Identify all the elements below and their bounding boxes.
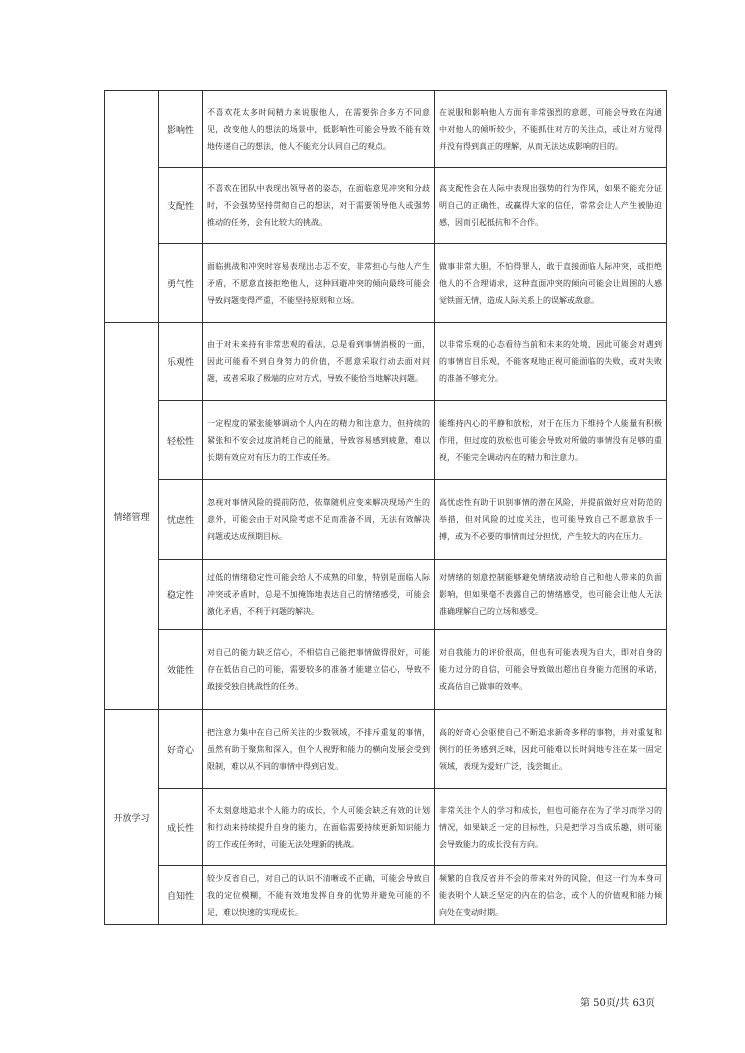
dimension-label: 乐观性 bbox=[159, 323, 203, 401]
dimension-label: 支配性 bbox=[159, 168, 203, 244]
table-row bbox=[105, 401, 667, 480]
high-score-description: 做事非常大胆，不怕得罪人，敢于直接面临人际冲突，或拒绝他人的不合理请求，这种直面冲突的倾向可能会让周围的人感觉铁面无情，造成人际关系上的误解或敌意。 bbox=[435, 244, 667, 323]
dimension-label: 自知性 bbox=[159, 866, 203, 925]
category-cell: 情绪管理 bbox=[105, 323, 159, 710]
dimension-label: 稳定性 bbox=[159, 560, 203, 630]
high-score-description: 非常关注个人的学习和成长，但也可能存在为了学习而学习的情况，如果缺乏一定的目标性，只是把学习当成乐趣，则可能会导致能力的成长没有方向。 bbox=[435, 789, 667, 866]
high-score-description: 高的好奇心会驱使自己不断追求新奇多样的事物，并对重复和例行的任务感到乏味，因此可能难以长时间地专注在某一固定领域，表现为爱好广泛，浅尝辄止。 bbox=[435, 710, 667, 789]
low-score-description: 对自己的能力缺乏信心，不相信自己能把事情做得很好，可能存在低估自己的可能，需要较多的准备才能建立信心，导致不敢接受独自挑战性的任务。 bbox=[203, 630, 435, 710]
table-row bbox=[105, 91, 667, 168]
high-score-description: 高忧虑性有助于识别事情的潜在风险，并提前做好应对防范的举措，但对风险的过度关注，也可能导致自己不愿意放手一搏，或为不必要的事情而过分担忧，产生较大的内在压力。 bbox=[435, 480, 667, 560]
category-cell: 开放学习 bbox=[105, 710, 159, 925]
table-row bbox=[105, 866, 667, 925]
high-score-description: 能维持内心的平静和放松，对于在压力下维持个人能量有积极作用，但过度的放松也可能会导致对所做的事情没有足够的重视，不能完全调动内在的精力和注意力。 bbox=[435, 401, 667, 480]
low-score-description: 过低的情绪稳定性可能会给人不成熟的印象，特别是面临人际冲突或矛盾时，总是不加掩饰地表达自己的情绪感受，可能会激化矛盾，不利于问题的解决。 bbox=[203, 560, 435, 630]
page-number: 第 50页/共 63页 bbox=[580, 998, 656, 1009]
dimension-label: 忧虑性 bbox=[159, 480, 203, 560]
high-score-description: 对情绪的刻意控制能够避免情绪波动给自己和他人带来的负面影响，但如果毫不表露自己的情绪感受，也可能会让他人无法准确理解自己的立场和感受。 bbox=[435, 560, 667, 630]
low-score-description: 不喜欢花太多时间精力来说服他人，在需要弥合多方不同意见，改变他人的想法的场景中，低影响性可能会导致不能有效地传递自己的想法，他人不能充分认同自己的观点。 bbox=[203, 91, 435, 168]
table-row bbox=[105, 630, 667, 710]
dimension-label: 好奇心 bbox=[159, 710, 203, 789]
category-cell bbox=[105, 91, 159, 323]
high-score-description: 在说服和影响他人方面有非常强烈的意愿，可能会导致在沟通中对他人的倾听较少，不能抓住对方的关注点，或让对方觉得并没有得到真正的理解，从而无法达成影响的目的。 bbox=[435, 91, 667, 168]
table-row bbox=[105, 323, 667, 401]
low-score-description: 忽视对事情风险的提前防范，依靠随机应变来解决现场产生的意外，可能会由于对风险考虑不足而准备不周，无法有效解决问题或达成预期目标。 bbox=[203, 480, 435, 560]
high-score-description: 频繁的自我反省并不会的带来对外的风险，但这一行为本身可能表明个人缺乏坚定的内在的信念，或个人的价值观和能力倾向处在变动时期。 bbox=[435, 866, 667, 925]
table-row bbox=[105, 789, 667, 866]
trait-table bbox=[104, 90, 667, 925]
low-score-description: 把注意力集中在自己所关注的少数领域，不排斥重复的事情，虽然有助于聚焦和深入，但个人视野和能力的横向发展会受到限制，难以从不同的事情中得到启发。 bbox=[203, 710, 435, 789]
low-score-description: 不太刻意地追求个人能力的成长，个人可能会缺乏有效的计划和行动来持续提升自身的能力，在面临需要持续更新知识能力的工作或任务时，可能无法处理新的挑战。 bbox=[203, 789, 435, 866]
low-score-description: 较少反省自己，对自己的认识不清晰或不正确，可能会导致自我的定位模糊，不能有效地发挥自身的优势并避免可能的不足，难以快速的实现成长。 bbox=[203, 866, 435, 925]
low-score-description: 由于对未来持有非常悲观的看法，总是看到事情消极的一面，因此可能看不到自身努力的价值，不愿意采取行动去面对问题，或者采取了极端的应对方式，导致不能恰当地解决问题。 bbox=[203, 323, 435, 401]
dimension-label: 勇气性 bbox=[159, 244, 203, 323]
table-row bbox=[105, 710, 667, 789]
high-score-description: 以非常乐观的心态看待当前和未来的处境，因此可能会对遇到的事情盲目乐观，不能客观地正视可能面临的失败，或对失败的准备不够充分。 bbox=[435, 323, 667, 401]
low-score-description: 一定程度的紧张能够调动个人内在的精力和注意力，但持续的紧张和不安会过度消耗自己的能量，导致容易感到疲惫，难以长期有效应对有压力的工作或任务。 bbox=[203, 401, 435, 480]
low-score-description: 面临挑战和冲突时容易表现出忐忑不安，非常担心与他人产生矛盾，不愿意直接拒绝他人，这种回避冲突的倾向最终可能会导致问题变得严重，不能坚持原则和立场。 bbox=[203, 244, 435, 323]
dimension-label: 成长性 bbox=[159, 789, 203, 866]
high-score-description: 高支配性会在人际中表现出强势的行为作风，如果不能充分证明自己的正确性，或赢得大家的信任，常常会让人产生被胁迫感，因而引起抵抗和不合作。 bbox=[435, 168, 667, 244]
table-row bbox=[105, 480, 667, 560]
dimension-label: 轻松性 bbox=[159, 401, 203, 480]
dimension-label: 影响性 bbox=[159, 91, 203, 168]
table-row bbox=[105, 560, 667, 630]
table-row bbox=[105, 244, 667, 323]
dimension-label: 效能性 bbox=[159, 630, 203, 710]
low-score-description: 不喜欢在团队中表现出领导者的姿态，在面临意见冲突和分歧时，不会强势坚持贯彻自己的想法，对于需要领导他人或强势推动的任务，会有比较大的挑战。 bbox=[203, 168, 435, 244]
table-row bbox=[105, 168, 667, 244]
high-score-description: 对自我能力的评价很高，但也有可能表现为自大，即对自身的能力过分的自信，可能会导致做出超出自身能力范围的承诺，或高估自己做事的效率。 bbox=[435, 630, 667, 710]
